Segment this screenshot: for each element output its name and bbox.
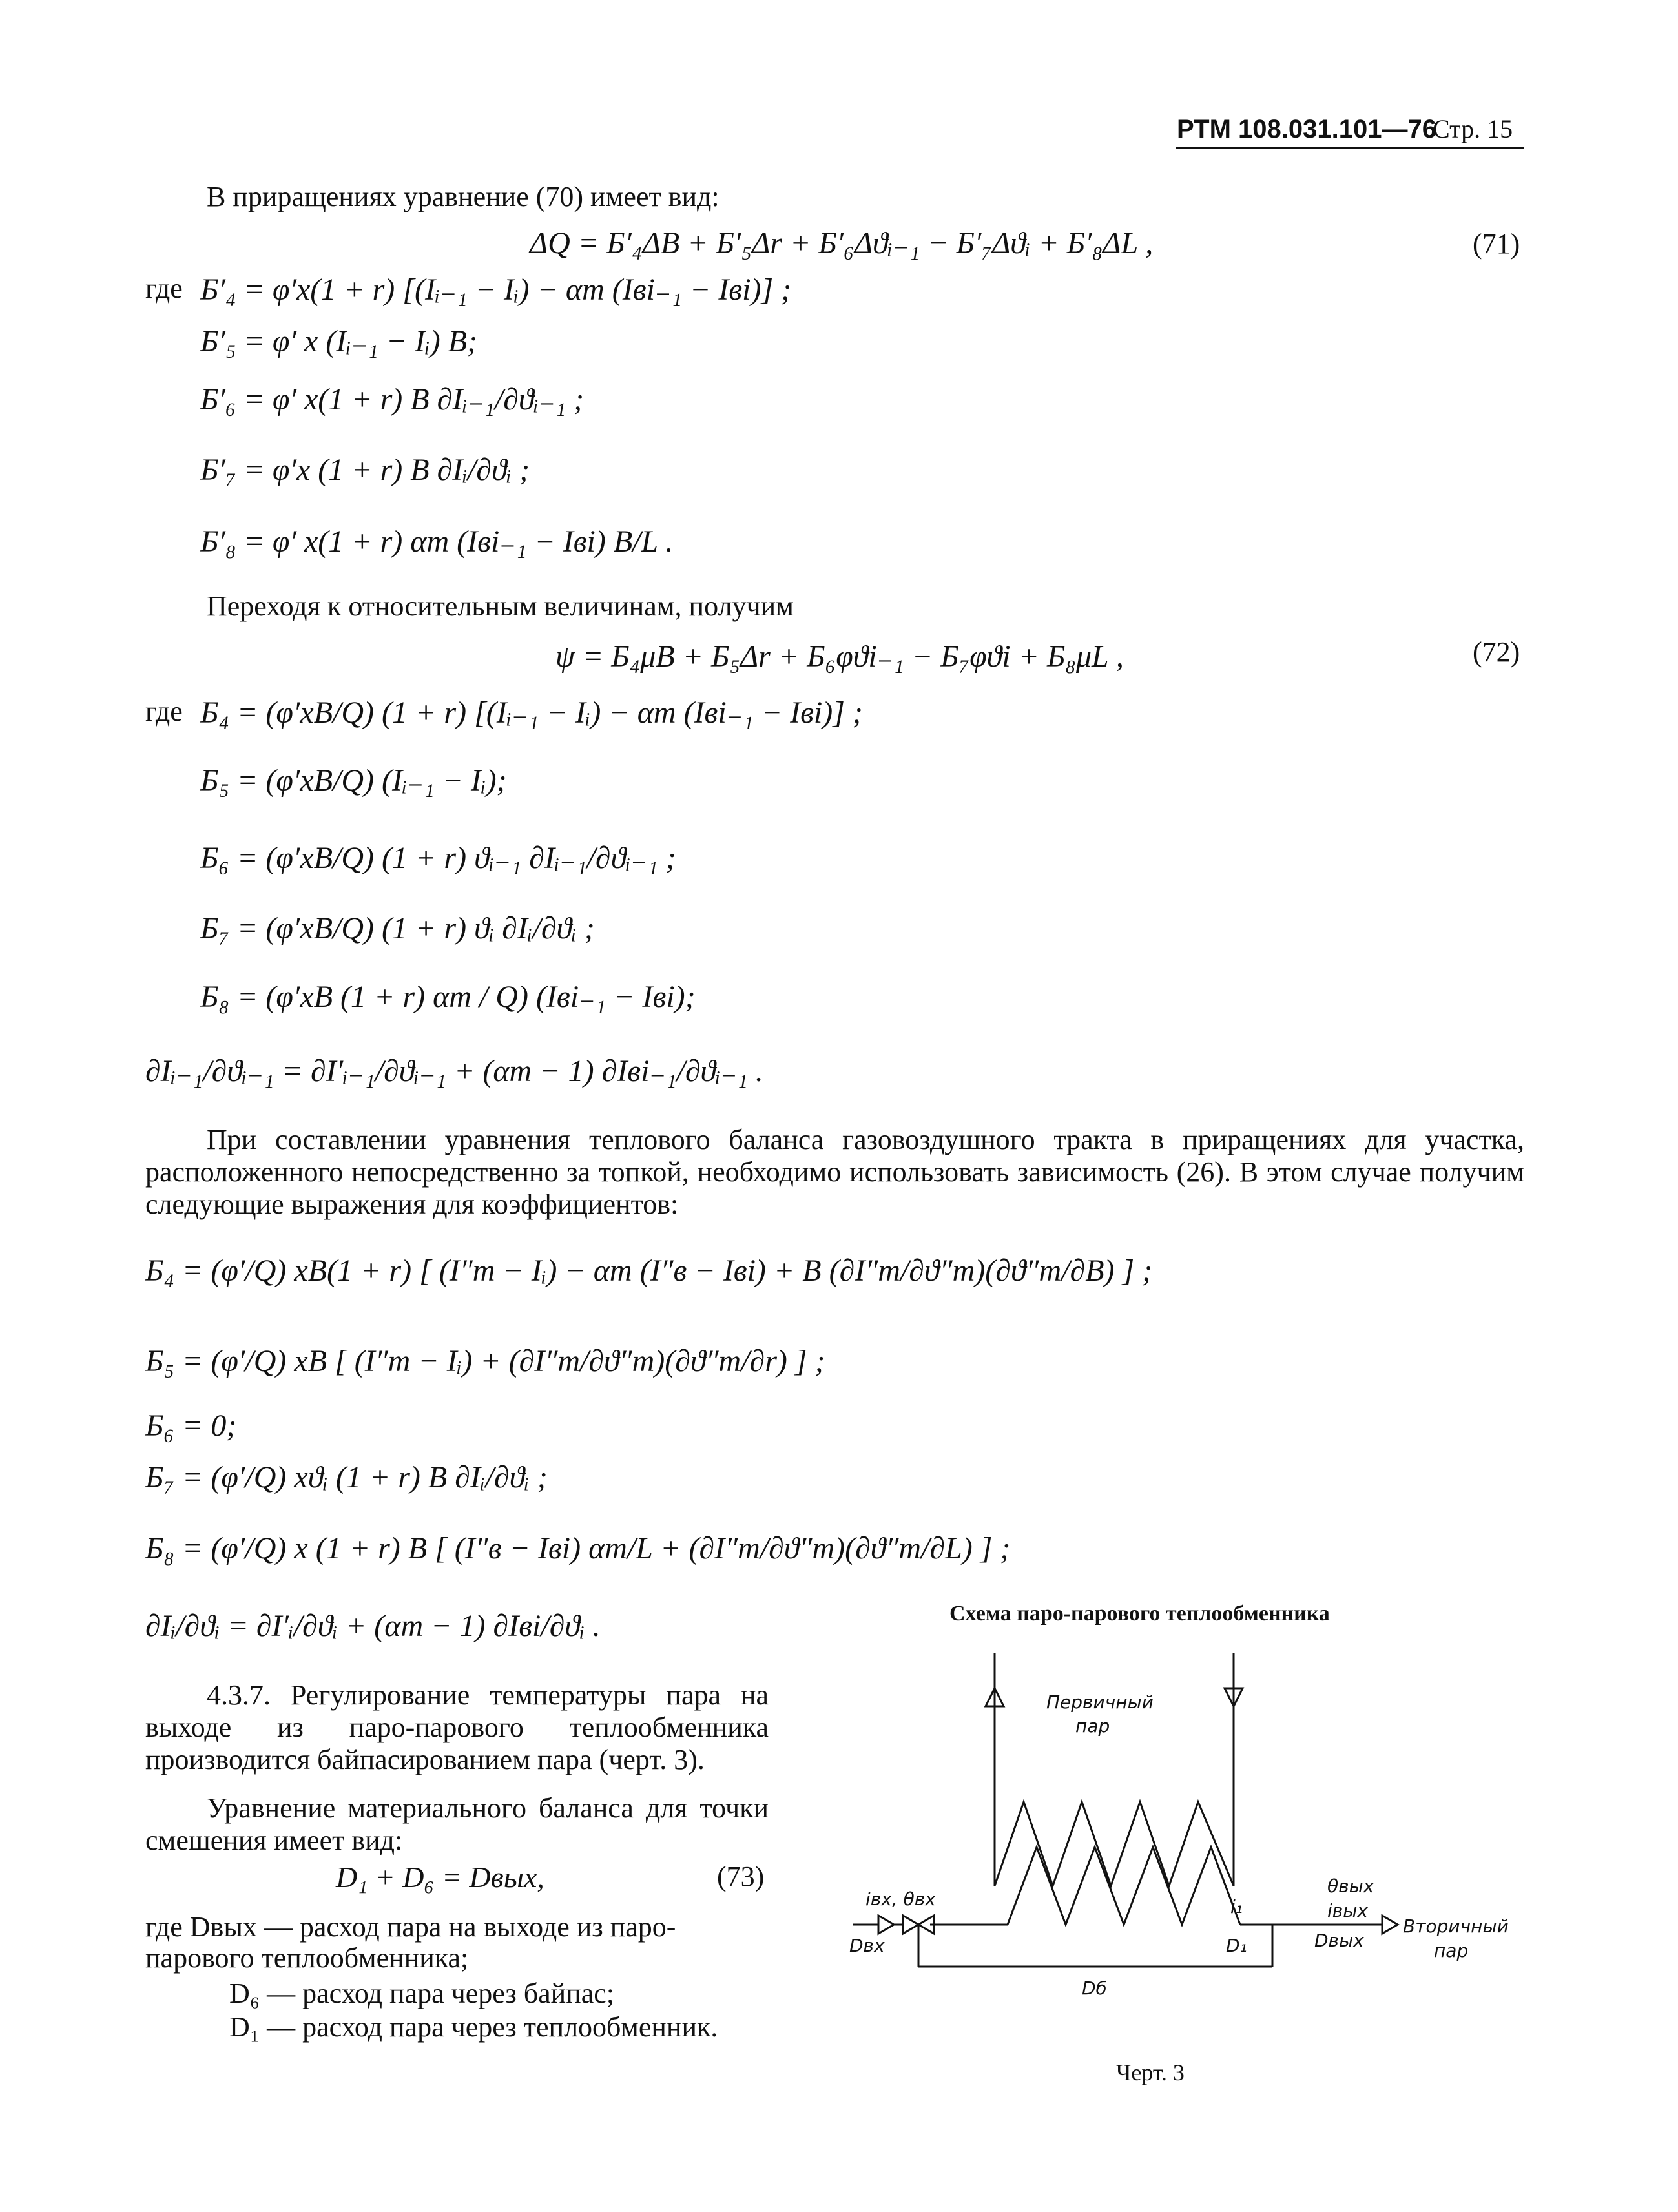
figure-caption: Черт. 3 <box>1116 2060 1185 2085</box>
figure-title: Схема паро-парового теплообменника <box>949 1602 1330 1626</box>
inlet-arrow-icon <box>878 1916 894 1934</box>
where-label: где <box>145 273 183 304</box>
equation-73: D₁ + D₆ = Dвых, <box>336 1861 544 1894</box>
definition-d1-symbol: D₁ — <box>229 2011 296 2043</box>
paragraph-gas-air: При составлении уравнения теплового баланса газовоздушного тракта в приращениях для участка, расположенного непосредственно за топкой, необходимо использовать зависимость (26). В этом случае получим следующие выражения для коэффициентов: <box>145 1124 1524 1220</box>
coef-furnace-6: Б₆ = 0; <box>145 1409 237 1443</box>
definition-db-text: расход пара через байпас; <box>302 1978 615 2009</box>
secondary-label-1: Вторичный <box>1403 1916 1509 1937</box>
primary-label-2: пар <box>1075 1715 1110 1737</box>
secondary-label-2: пар <box>1434 1940 1469 1961</box>
d1-label: D₁ <box>1226 1935 1247 1956</box>
coef-rel-5: Б₅ = (φ′xB/Q) (Iᵢ₋₁ − Iᵢ); <box>200 763 507 798</box>
inlet-label: iвх, θвх <box>865 1888 936 1910</box>
coef-furnace-4: Б₄ = (φ′/Q) xB(1 + r) [ (I″т − Iᵢ) − αт (I″в − Iвi) + B (∂I″т/∂ϑ″т)(∂ϑ″т/∂B) ] ; <box>145 1254 1153 1288</box>
primary-coil <box>995 1802 1234 1886</box>
coef-rel-8: Б₈ = (φ′xB (1 + r) αт / Q) (Iвi₋₁ − Iвi); <box>200 980 696 1014</box>
heat-exchanger-diagram <box>827 1634 1537 2047</box>
page-number: Стр. 15 <box>1433 114 1513 143</box>
i1-label: i₁ <box>1230 1896 1243 1917</box>
relative-intro: Переходя к относительным величинам, получим <box>207 590 794 622</box>
definition-dout <box>145 1912 765 1974</box>
coef-furnace-5: Б₅ = (φ′/Q) xB [ (I″т − Iᵢ) + (∂I″т/∂ϑ″т)(∂ϑ″т/∂r) ] ; <box>145 1344 825 1378</box>
equation-73-number: (73) <box>717 1861 765 1892</box>
coef-rel-6: Б₆ = (φ′xB/Q) (1 + r) ϑᵢ₋₁ ∂Iᵢ₋₁/∂ϑᵢ₋₁ ; <box>200 841 676 875</box>
derivative-relation: ∂Iᵢ₋₁/∂ϑᵢ₋₁ = ∂I′ᵢ₋₁/∂ϑᵢ₋₁ + (αт − 1) ∂Iвi₋₁/∂ϑᵢ₋₁ . <box>145 1054 763 1088</box>
equation-71: ΔQ = Б′₄ΔB + Б′₅Δr + Б′₆Δϑᵢ₋₁ − Б′₇Δϑᵢ + Б′₈ΔL , <box>530 226 1154 260</box>
outlet-arrow-icon <box>1382 1916 1398 1934</box>
where-label-2: где <box>145 696 183 727</box>
equation-71-number: (71) <box>1473 228 1520 260</box>
outlet-i-label: iвых <box>1327 1900 1368 1921</box>
header-rule <box>1176 147 1524 149</box>
outlet-theta-label: θвых <box>1327 1876 1374 1897</box>
definition-dout-symbol: где Dвых — <box>145 1911 293 1943</box>
paragraph-4-3-7: 4.3.7. Регулирование температуры пара на выходе из паро-парового теплообменника производится байпасированием пара (черт. 3). <box>145 1679 769 1775</box>
intro-increments: В приращениях уравнение (70) имеет вид: <box>207 181 720 212</box>
coef-prime-8: Б′₈ = φ′ x(1 + r) αт (Iвi₋₁ − Iвi) B/L . <box>200 524 674 559</box>
coef-furnace-7: Б₇ = (φ′/Q) xϑᵢ (1 + r) B ∂Iᵢ/∂ϑᵢ ; <box>145 1460 548 1494</box>
primary-label-1: Первичный <box>1046 1691 1154 1713</box>
outlet-flow-label: Dвых <box>1314 1930 1364 1951</box>
definition-db <box>229 1976 614 2011</box>
equation-72-number: (72) <box>1473 636 1520 668</box>
definition-db-symbol: D₆ — <box>229 1978 296 2009</box>
coef-prime-4: Б′₄ = φ′x(1 + r) [(Iᵢ₋₁ − Iᵢ) − αт (Iвi₋₁ − Iвi)] ; <box>200 273 792 307</box>
inlet-flow-label: Dвх <box>849 1935 885 1956</box>
coef-rel-7: Б₇ = (φ′xB/Q) (1 + r) ϑᵢ ∂Iᵢ/∂ϑᵢ ; <box>200 911 595 946</box>
bypass-flow-label: Dб <box>1082 1978 1107 1999</box>
definition-d1-text: расход пара через теплообменник. <box>302 2011 718 2043</box>
valve-left-icon <box>903 1916 918 1934</box>
derivative-relation-2: ∂Iᵢ/∂ϑᵢ = ∂I′ᵢ/∂ϑᵢ + (αт − 1) ∂Iвi/∂ϑᵢ . <box>145 1609 601 1643</box>
equation-72: ψ = Б₄μB + Б₅Δr + Б₆φϑi₋₁ − Б₇φϑi + Б₈μL , <box>555 639 1124 674</box>
coef-prime-5: Б′₅ = φ′ x (Iᵢ₋₁ − Iᵢ) B; <box>200 324 478 358</box>
coef-prime-6: Б′₆ = φ′ x(1 + r) B ∂Iᵢ₋₁/∂ϑᵢ₋₁ ; <box>200 382 585 417</box>
paragraph-material-balance: Уравнение материального баланса для точки смешения имеет вид: <box>145 1792 769 1856</box>
document-code: РТМ 108.031.101—76 <box>1177 115 1436 143</box>
definition-d1 <box>229 2010 718 2045</box>
coef-rel-4: Б₄ = (φ′xB/Q) (1 + r) [(Iᵢ₋₁ − Iᵢ) − αт (Iвi₋₁ − Iвi)] ; <box>200 696 863 730</box>
definition-dout-text: расход пара на выходе из паро-парового теплообменника; <box>145 1911 676 1974</box>
coef-prime-7: Б′₇ = φ′x (1 + r) B ∂Iᵢ/∂ϑᵢ ; <box>200 453 530 487</box>
coef-furnace-8: Б₈ = (φ′/Q) x (1 + r) B [ (I″в − Iвi) αт/L + (∂I″т/∂ϑ″т)(∂ϑ″т/∂L) ] ; <box>145 1531 1011 1566</box>
